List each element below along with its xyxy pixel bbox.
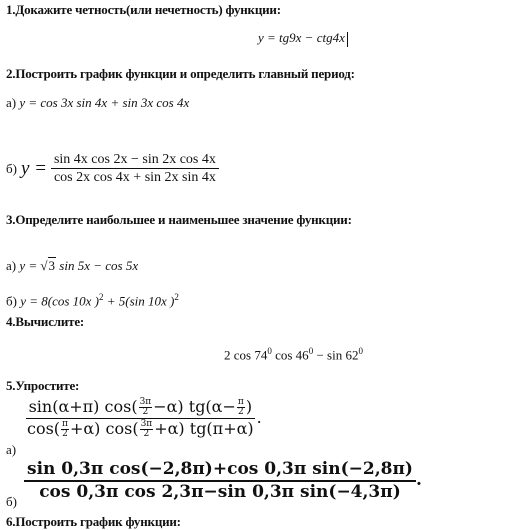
- task5-a-den-part1: cos(: [27, 419, 61, 438]
- frac-denominator: 2: [143, 429, 150, 439]
- task6-heading: 6.Построить график функции:: [6, 514, 181, 529]
- task5-a-den-part2: +α) cos(: [69, 419, 139, 438]
- task4-deg1: 0: [267, 346, 272, 356]
- frac-denominator: 2: [142, 407, 149, 417]
- task5-a-denominator: [24, 419, 257, 439]
- task5-b-numerator: sin 0,3π cos(−2,8π)+cos 0,3π sin(−2,8π): [24, 460, 416, 482]
- task4-part3: − sin 62: [313, 347, 359, 363]
- task2-b-numerator: sin 4x cos 2x − sin 2x cos 4x: [51, 152, 219, 169]
- task5-a-label: а): [6, 442, 17, 457]
- task2-b-y: y =: [20, 157, 47, 179]
- task5-b-denominator: cos 0,3π cos 2,3π−sin 0,3π sin(−4,3π): [39, 481, 401, 502]
- task1-heading: 1.Докажите четность(или нечетность) функции:: [6, 2, 281, 17]
- task2-a-formula: y = cos 3x sin 4x + sin 3x cos 4x: [19, 95, 190, 110]
- task2-b-fraction: [51, 152, 219, 186]
- task5-b-fraction: [24, 460, 422, 501]
- task5-b-label: б): [6, 494, 17, 509]
- task3-b-formula-1: y = 8(cos 10x ): [20, 293, 100, 309]
- task4-deg2: 0: [308, 346, 314, 356]
- task3-b-formula-2: + 5(sin 10x ): [103, 293, 175, 309]
- task3-a-sqrt-value: 3: [48, 258, 56, 273]
- task5-heading: 5.Упростите:: [6, 378, 80, 393]
- task4-deg3: 0: [358, 346, 363, 356]
- task1-formula: [258, 30, 348, 47]
- frac-numerator: π: [237, 397, 244, 407]
- task2-b-denominator: cos 2x cos 4x + sin 2x sin 4x: [53, 170, 216, 186]
- task5-b-dot: .: [415, 470, 422, 491]
- sqrt-sign: √: [40, 258, 48, 273]
- task3-a-label: а): [6, 258, 17, 273]
- task2-b-label: б): [6, 160, 17, 176]
- frac-numerator: 3π: [139, 397, 152, 407]
- task3-a-formula-post: sin 5x − cos 5x: [56, 258, 139, 273]
- frac-denominator: 2: [237, 407, 244, 417]
- task5-a-num-part2: −α) tg(α−: [153, 397, 236, 416]
- task3-b-exp2: 2: [174, 292, 179, 302]
- task3-b-label: б): [6, 293, 17, 309]
- task5-a-frac: [24, 398, 257, 439]
- task5-b-frac: [24, 460, 416, 501]
- task3-a-formula-pre: y =: [19, 258, 41, 273]
- text-cursor: [347, 32, 348, 47]
- frac-numerator: 3π: [140, 419, 153, 429]
- task2-b: [6, 152, 219, 186]
- task3-a: [6, 258, 138, 274]
- frac-numerator: π: [62, 419, 68, 429]
- task5-a-num-part1: sin(α+π) cos(: [28, 397, 138, 416]
- task5-a-num-frac1: [139, 398, 153, 417]
- task5-a-dot: .: [256, 408, 262, 427]
- task5-a-num-frac2: [237, 398, 245, 417]
- task2-a: [6, 95, 189, 111]
- task3-b-exp1: 2: [99, 292, 104, 302]
- task5-a-den-part3: +α) tg(π+α): [154, 419, 254, 438]
- task2-heading: 2.Построить график функции и определить главный период:: [6, 66, 355, 81]
- task4-formula: [224, 346, 363, 363]
- task2-a-label: а): [6, 95, 17, 110]
- task5-a-numerator: [26, 398, 255, 419]
- task5-a-den-frac1: [61, 420, 69, 439]
- task5-a-fraction: [24, 398, 262, 439]
- task4-heading: 4.Вычислите:: [6, 314, 85, 329]
- task4-part2: cos 46: [271, 347, 309, 363]
- task3-b: [6, 292, 179, 309]
- task5-a-den-frac2: [140, 420, 154, 439]
- task5-a-num-part3: ): [245, 397, 253, 416]
- task1-formula-text: y = tg9x − ctg4x: [258, 30, 345, 45]
- task3-heading: 3.Определите наибольшее и наименьшее значение функции:: [6, 212, 352, 227]
- task4-part1: 2 cos 74: [224, 347, 268, 363]
- frac-denominator: 2: [62, 429, 68, 439]
